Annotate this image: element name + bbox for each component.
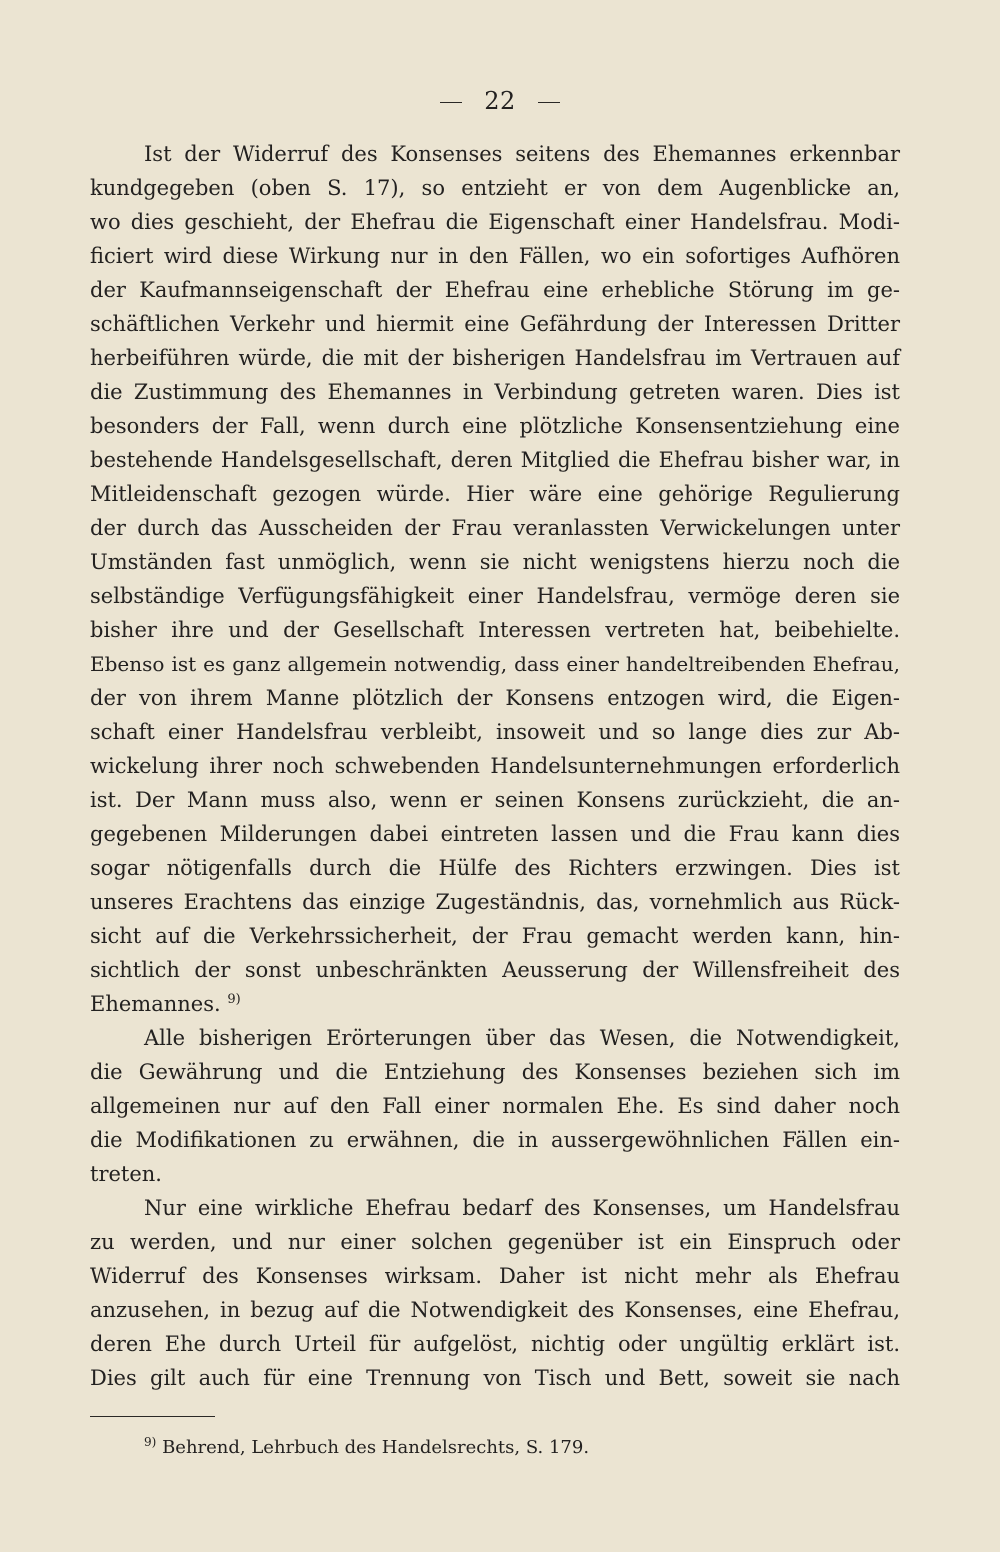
text-line: bestehende Handelsgesellschaft, deren Mitglied die Ehefrau bisher war, in bbox=[90, 448, 900, 472]
text-line: Dies gilt auch für eine Trennung von Tisch und Bett, soweit sie nach bbox=[90, 1366, 900, 1390]
text-line: der Kaufmannseigenschaft der Ehefrau eine erhebliche Störung im ge- bbox=[90, 278, 900, 302]
header-dash-right bbox=[538, 102, 560, 103]
text-line: die Zustimmung des Ehemannes in Verbindung getreten waren. Dies ist bbox=[90, 380, 900, 404]
text-line: selbständige Verfügungsfähigkeit einer Handelsfrau, vermöge deren sie bbox=[90, 584, 900, 608]
footnote-text: Behrend, Lehrbuch des Handelsrechts, S. 179. bbox=[162, 1437, 590, 1458]
text-line: zu werden, und nur einer solchen gegenüber ist ein Einspruch oder bbox=[90, 1230, 900, 1254]
text-line: deren Ehe durch Urteil für aufgelöst, nichtig oder ungültig erklärt ist. bbox=[90, 1332, 900, 1356]
text-line: sichtlich der sonst unbeschränkten Aeusserung der Willensfreiheit des bbox=[90, 958, 900, 982]
text-line: Ehemannes. bbox=[90, 992, 221, 1016]
text-line: Ebenso ist es ganz allgemein notwendig, dass einer handeltreibenden Ehefrau, bbox=[90, 652, 900, 676]
text-line: sogar nötigenfalls durch die Hülfe des Richters erzwingen. Dies ist bbox=[90, 856, 900, 880]
text-line: treten. bbox=[90, 1162, 162, 1186]
text-line: die Gewährung und die Entziehung des Konsenses beziehen sich im bbox=[90, 1060, 900, 1084]
text-line: unseres Erachtens das einzige Zugeständnis, das, vornehmlich aus Rück- bbox=[90, 890, 900, 914]
footnote bbox=[144, 1436, 589, 1460]
text-line: allgemeinen nur auf den Fall einer normalen Ehe. Es sind daher noch bbox=[90, 1094, 900, 1118]
text-line: besonders der Fall, wenn durch eine plötzliche Konsensentziehung eine bbox=[90, 414, 900, 438]
text-line: Widerruf des Konsenses wirksam. Daher ist nicht mehr als Ehefrau bbox=[90, 1264, 900, 1288]
footnote-divider bbox=[90, 1416, 215, 1417]
text-line: wo dies geschieht, der Ehefrau die Eigenschaft einer Handelsfrau. Modi- bbox=[90, 210, 900, 234]
text-line: anzusehen, in bezug auf die Notwendigkeit des Konsenses, eine Ehefrau, bbox=[90, 1298, 900, 1322]
text-line: der von ihrem Manne plötzlich der Konsens entzogen wird, die Eigen- bbox=[90, 686, 900, 710]
text-line: Umständen fast unmöglich, wenn sie nicht wenigstens hierzu noch die bbox=[90, 550, 900, 574]
text-line: ficiert wird diese Wirkung nur in den Fällen, wo ein sofortiges Aufhören bbox=[90, 244, 900, 268]
text-line-with-footnote-ref bbox=[90, 987, 900, 1021]
text-line: herbeiführen würde, die mit der bisherigen Handelsfrau im Vertrauen auf bbox=[90, 346, 900, 370]
footnote-marker: 9) bbox=[144, 1435, 157, 1449]
text-line: wickelung ihrer noch schwebenden Handelsunternehmungen erforderlich bbox=[90, 754, 900, 778]
text-line: kundgegeben (oben S. 17), so entzieht er von dem Augenblicke an, bbox=[90, 176, 900, 200]
text-line: der durch das Ausscheiden der Frau veranlassten Verwickelungen unter bbox=[90, 516, 900, 540]
text-line: Alle bisherigen Erörterungen über das Wesen, die Notwendigkeit, bbox=[144, 1026, 900, 1050]
text-line: schaft einer Handelsfrau verbleibt, insoweit und so lange dies zur Ab- bbox=[90, 720, 900, 744]
text-line: ist. Der Mann muss also, wenn er seinen Konsens zurückzieht, die an- bbox=[90, 788, 900, 812]
text-line: Nur eine wirkliche Ehefrau bedarf des Konsenses, um Handelsfrau bbox=[144, 1196, 900, 1220]
text-line: sicht auf die Verkehrssicherheit, der Frau gemacht werden kann, hin- bbox=[90, 924, 900, 948]
page-header bbox=[0, 86, 1000, 116]
text-line: Mitleidenschaft gezogen würde. Hier wäre eine gehörige Regulierung bbox=[90, 482, 900, 506]
text-line: gegebenen Milderungen dabei eintreten lassen und die Frau kann dies bbox=[90, 822, 900, 846]
text-line: Ist der Widerruf des Konsenses seitens des Ehemannes erkennbar bbox=[144, 142, 900, 166]
text-line: bisher ihre und der Gesellschaft Interessen vertreten hat, beibehielte. bbox=[90, 618, 900, 642]
footnote-reference: 9) bbox=[227, 992, 241, 1007]
body-text bbox=[90, 137, 900, 1395]
page-number: 22 bbox=[484, 87, 516, 115]
header-dash-left bbox=[440, 102, 462, 103]
text-line: schäftlichen Verkehr und hiermit eine Gefährdung der Interessen Dritter bbox=[90, 312, 900, 336]
text-line: die Modifikationen zu erwähnen, die in aussergewöhnlichen Fällen ein- bbox=[90, 1128, 900, 1152]
